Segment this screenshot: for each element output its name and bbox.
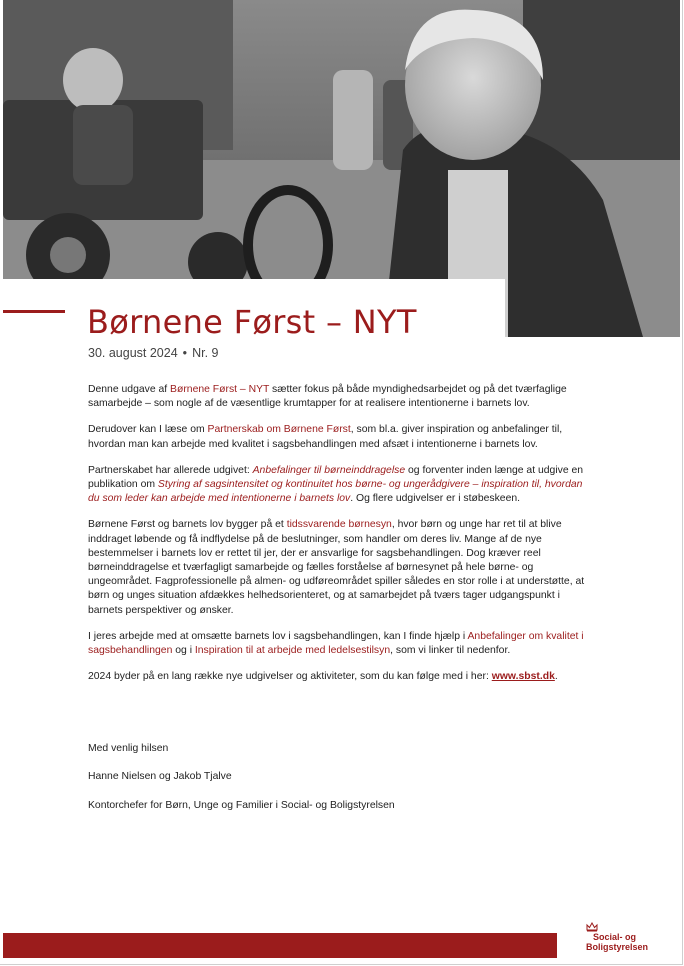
link-styring-sagsintensitet[interactable]: Styring af sagsintensitet og kontinuitet hos børne- og ungerådgivere – inspiration til, hvordan du som leder kan arbejde med intentionerne i barnets lov [88, 479, 583, 505]
text: . [554, 671, 558, 683]
link-nyt[interactable]: Børnene Først – NYT [170, 384, 270, 395]
text: og forventer inden længe at udgive en publikation om [88, 464, 584, 491]
issue-separator: • [182, 346, 188, 360]
logo-text [586, 932, 648, 952]
text: og i [172, 645, 195, 657]
issue-date: 30. august 2024 [88, 346, 178, 360]
text: Derudover kan I læse om [88, 424, 208, 436]
text: , som bl.a. giver inspiration og anbefalinger til, hvordan man kan arbejde med kvalitet i sagsbehandlingen med afsæt i intentionerne i barnets lov. [88, 424, 563, 450]
paragraph-partnerskab [88, 423, 588, 451]
agency-logo [586, 922, 664, 956]
link-tidssvarende-boernesyn[interactable]: tidssvarende børnesyn [286, 519, 392, 531]
issue-number: Nr. 9 [192, 346, 219, 360]
crown-icon [586, 922, 598, 932]
text: Børnene Først og barnets lov bygger på et [88, 519, 287, 531]
text: , som vi linker til nedenfor. [390, 645, 511, 657]
logo-line1: Social- og [593, 932, 637, 942]
issue-line [88, 346, 218, 360]
title-accent-bar [3, 310, 65, 313]
link-anbefalinger-kvalitet[interactable]: Anbefalinger om kvalitet i sagsbehandlingen [88, 630, 584, 657]
link-sbst[interactable]: www.sbst.dk [491, 671, 555, 683]
paragraph-udgivelser [88, 464, 588, 507]
footer-bar [3, 933, 557, 958]
body-text [88, 383, 588, 696]
paragraph-intro [88, 383, 588, 411]
text: I jeres arbejde med at omsætte barnets lov i sagsbehandlingen, kan I finde hjælp i [88, 630, 468, 642]
text: 2024 byder på en lang række nye udgivelser og aktiviteter, som du kan følge med i her: [88, 671, 492, 683]
signature-greeting: Med venlig hilsen [88, 743, 169, 754]
paragraph-hjaelp [88, 630, 588, 658]
link-anbefalinger-boerneinddragelse[interactable]: Anbefalinger til børneinddragelse [252, 464, 406, 476]
paragraph-boernesyn [88, 518, 588, 617]
signature-role: Kontorchefer for Børn, Unge og Familier i Social- og Boligstyrelsen [88, 800, 395, 811]
logo-line2: Boligstyrelsen [586, 942, 649, 952]
newsletter-title: Børnene Først – NYT [87, 303, 417, 341]
link-ledelsestilsyn[interactable]: Inspiration til at arbejde med ledelsestilsyn [194, 645, 391, 657]
link-partnerskab[interactable]: Partnerskab om Børnene Først [207, 424, 351, 436]
text: sætter fokus på både myndighedsarbejdet og på det tværfaglige samarbejde – som nogle af de væsentlige krumtapper for at realisere intentionerne i barnets lov. [88, 384, 567, 410]
text: , hvor børn og unge har ret til at blive inddraget løbende og få indflydelse på de beslutninger, som handler om deres liv. Mange af de nye bestemmelser i barnets lov er rettet til jer, der er ansvarlige for sagsbehandlingen. Dog kræver reel børneinddragelse et tværfagligt samarbejde og fælles forståelse af børnesynet på hele børne- og ungeområdet. Fagprofessionelle på almen- og udføreområdet spiller således en stor rolle i at understøtte, at børn og unges situation afdækkes helhedsorienteret, og at samarbejdet på tværs tager udgangspunkt i barnets perspektiver og ønsker. [88, 519, 585, 616]
paragraph-2024 [88, 670, 588, 684]
text: Partnerskabet har allerede udgivet: [88, 464, 253, 476]
text: Denne udgave af [88, 384, 171, 395]
text: . Og flere udgivelser er i støbeskeen. [350, 493, 521, 505]
signature-names: Hanne Nielsen og Jakob Tjalve [88, 771, 232, 782]
